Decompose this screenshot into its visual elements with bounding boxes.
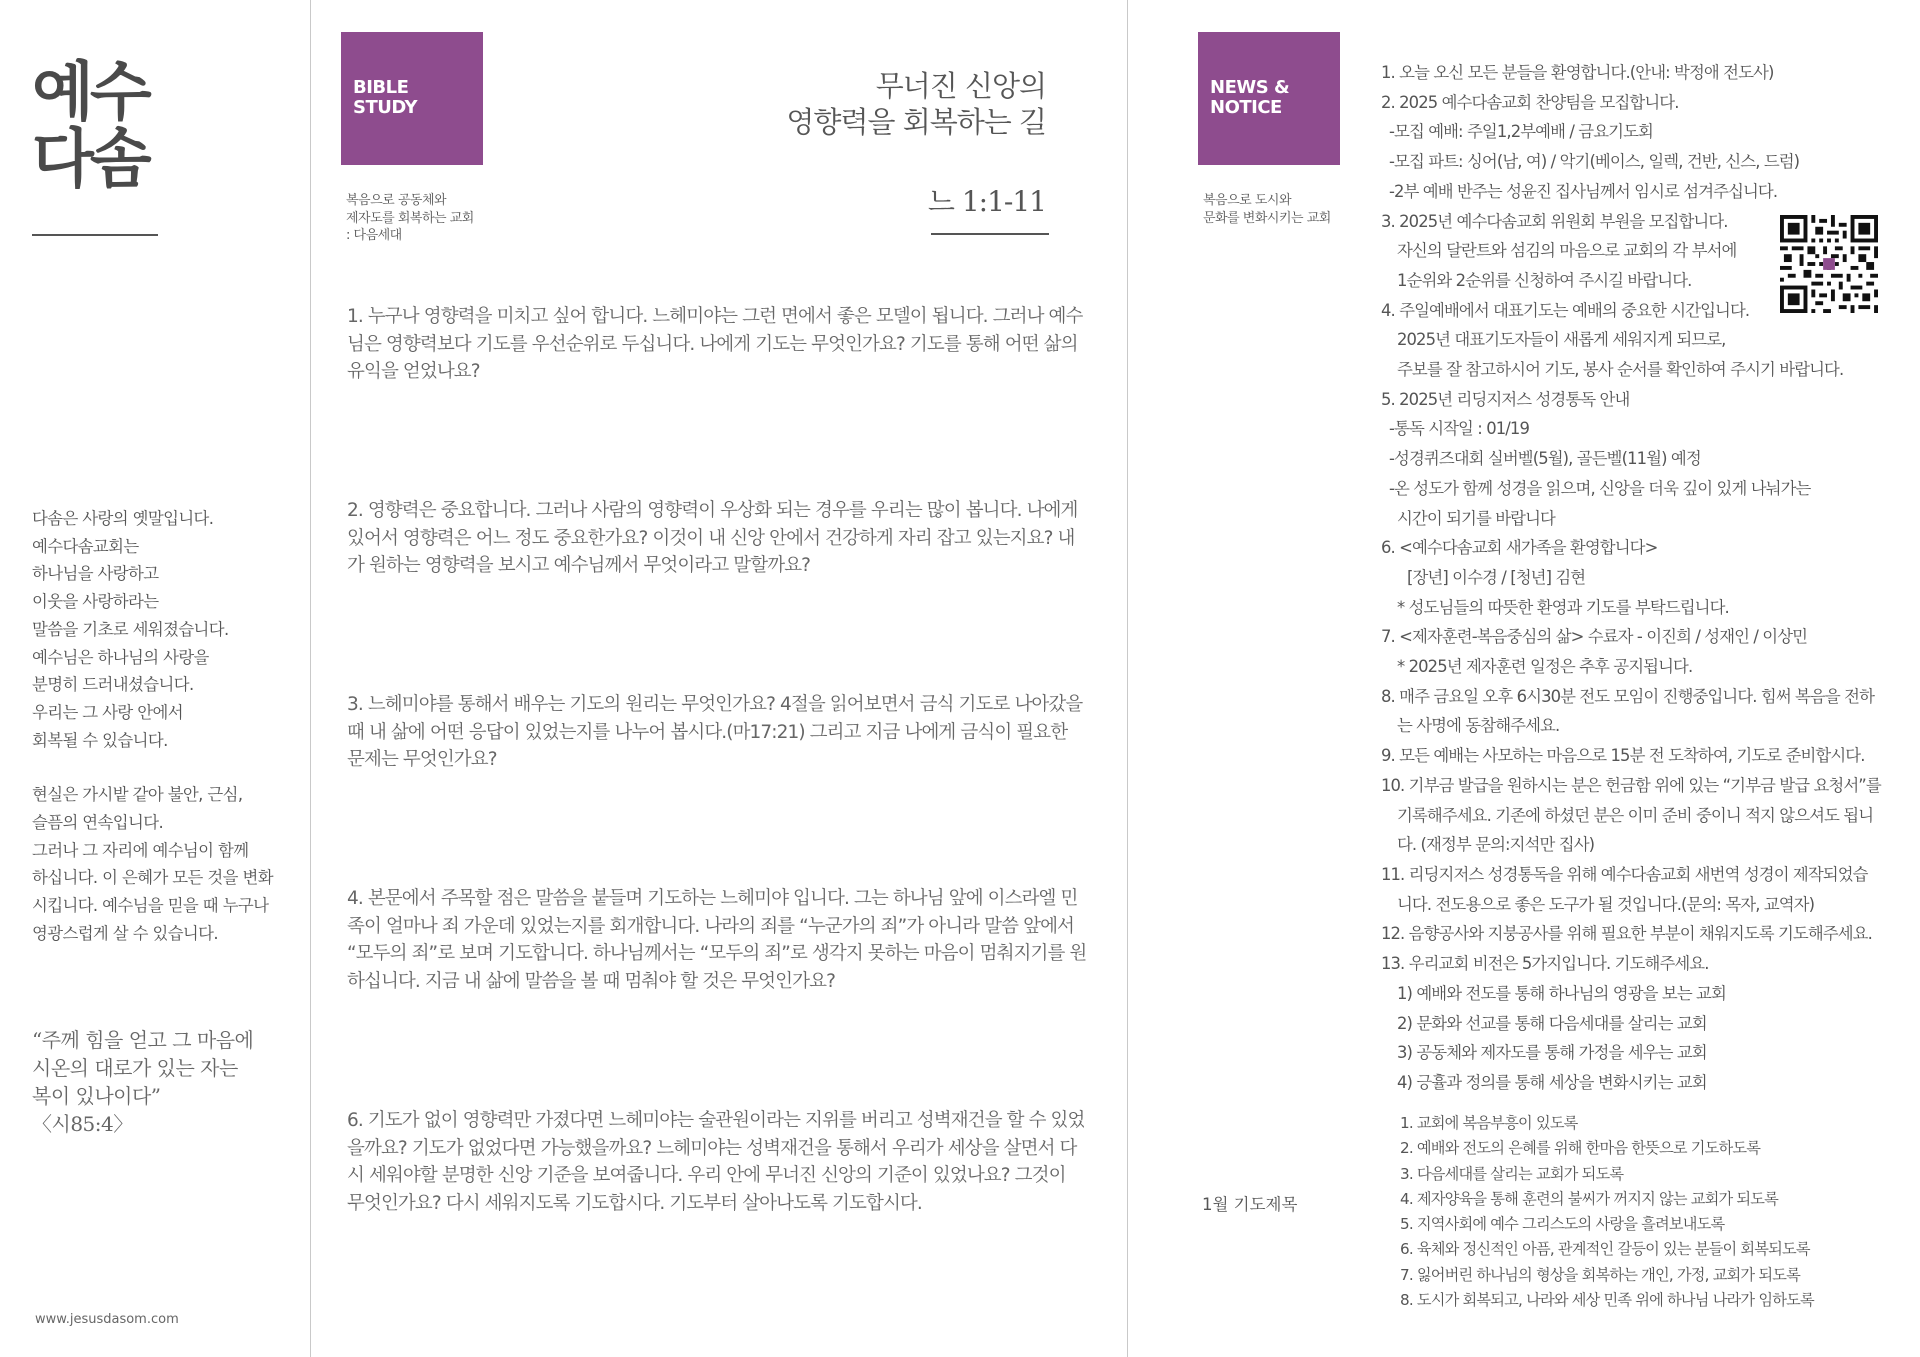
- notice-item: 7. <제자훈련-복음중심의 삶> 수료자 - 이진희 / 성재인 / 이상민: [1381, 627, 1808, 647]
- brand-line-1: 예수: [32, 56, 148, 130]
- notice-item: 다. (재정부 문의:지석만 집사): [1397, 835, 1595, 855]
- notice-item: * 성도님들의 따뜻한 환영과 기도를 부탁드립니다.: [1397, 597, 1729, 617]
- notice-item: 11. 리딩지저스 성경통독을 위해 예수다솜교회 새번역 성경이 제작되었습: [1381, 864, 1868, 884]
- notice-item: -2부 예배 반주는 성윤진 집사님께서 임시로 섬겨주십니다.: [1389, 181, 1778, 201]
- subtitle-line: 문화를 변화시키는 교회: [1203, 210, 1331, 226]
- notice-item: 3) 공동체와 제자도를 통해 가정을 세우는 교회: [1397, 1043, 1707, 1063]
- tag-line: NEWS &: [1210, 77, 1290, 98]
- prayer-item: 1. 교회에 복음부흥이 있도록: [1400, 1114, 1578, 1132]
- church-introduction: [32, 505, 297, 948]
- notice-item: 6. <예수다솜교회 새가족을 환영합니다>: [1381, 538, 1658, 558]
- sermon-title-line: 영향력을 회복하는 길: [786, 105, 1046, 139]
- subtitle-line: 제자도를 회복하는 교회: [346, 210, 474, 226]
- tag-line: NOTICE: [1210, 97, 1282, 118]
- tag-line: STUDY: [353, 97, 418, 118]
- intro-line: 그러나 그 자리에 예수님이 함께: [32, 840, 249, 860]
- notice-item: -온 성도가 함께 성경을 읽으며, 신앙을 더욱 깊이 있게 나눠가는: [1389, 478, 1811, 498]
- notice-item: 5. 2025년 리딩지저스 성경통독 안내: [1381, 389, 1630, 409]
- prayer-item: 2. 예배와 전도의 은혜를 위해 한마음 한뜻으로 기도하도록: [1400, 1139, 1761, 1158]
- verse-line: “주께 힘을 얻고 그 마음에: [32, 1028, 254, 1052]
- news-subtitle: [1203, 192, 1353, 227]
- intro-line: 이웃을 사랑하라는: [32, 592, 159, 612]
- subtitle-line: 복음으로 도시와: [1203, 193, 1292, 208]
- prayer-item: 6. 육체와 정신적인 아픔, 관계적인 갈등이 있는 분들이 회복되도록: [1400, 1240, 1810, 1259]
- intro-column: [0, 0, 310, 1357]
- notice-item: -통독 시작일 : 01/19: [1389, 419, 1529, 439]
- notice-item: 주보를 잘 참고하시어 기도, 봉사 순서를 확인하여 주시기 바랍니다.: [1397, 360, 1844, 380]
- notice-item: -모집 예배: 주일1,2부예배 / 금요기도회: [1389, 122, 1653, 142]
- study-question-3: 3. 느헤미야를 통해서 배우는 기도의 원리는 무엇인가요? 4절을 읽어보면서 금식 기도로 나아갔을 때 내 삶에 어떤 응답이 있었는지를 나누어 봅시다.(마17:21) 그리고 지금 나에게 금식이 필요한 문제는 무엇인가요?: [347, 694, 1083, 770]
- notice-item: 8. 매주 금요일 오후 6시30분 전도 모임이 진행중입니다. 힘써 복음을 전하: [1381, 686, 1875, 706]
- notice-item: * 2025년 제자훈련 일정은 추후 공지됩니다.: [1397, 657, 1693, 677]
- notice-item: [장년] 이수경 / [청년] 김현: [1407, 567, 1586, 587]
- notice-item: 4) 긍휼과 정의를 통해 세상을 변화시키는 교회: [1397, 1072, 1707, 1092]
- prayer-topics-list: [1400, 1111, 1814, 1313]
- notice-item: 4. 주일예배에서 대표기도는 예배의 중요한 시간입니다.: [1381, 300, 1750, 320]
- verse-line: 시온의 대로가 있는 자는: [32, 1056, 238, 1080]
- notice-item: 는 사명에 동참해주세요.: [1397, 716, 1560, 736]
- notice-item: 2) 문화와 선교를 통해 다음세대를 살리는 교회: [1397, 1013, 1707, 1033]
- notice-item: -모집 파트: 싱어(남, 여) / 악기(베이스, 일렉, 건반, 신스, 드럼): [1389, 152, 1800, 172]
- scripture-reference: 느 1:1-11: [927, 185, 1046, 218]
- notice-item: 2025년 대표기도자들이 새롭게 세워지게 되므로,: [1397, 330, 1726, 350]
- subtitle-line: : 다음세대: [346, 228, 402, 243]
- intro-line: 예수님은 하나님의 사랑을: [32, 647, 209, 667]
- bible-study-subtitle: [346, 192, 496, 245]
- notice-item: 1) 예배와 전도를 통해 하나님의 영광을 보는 교회: [1397, 983, 1726, 1003]
- prayer-item: 3. 다음세대를 살리는 교회가 되도록: [1400, 1164, 1624, 1183]
- notice-item: 자신의 달란트와 섬김의 마음으로 교회의 각 부서에: [1397, 241, 1737, 261]
- prayer-item: 4. 제자양육을 통해 훈련의 불씨가 꺼지지 않는 교회가 되도록: [1400, 1189, 1779, 1208]
- bible-study-column: [310, 0, 1128, 1357]
- notice-item: 기록해주세요. 기존에 하셨던 분은 이미 준비 중이니 적지 않으셔도 됩니: [1397, 805, 1874, 825]
- subtitle-line: 복음으로 공동체와: [346, 193, 447, 208]
- intro-line: 우리는 그 사랑 안에서: [32, 702, 183, 722]
- notice-item: 시간이 되기를 바랍니다: [1397, 508, 1555, 528]
- intro-line: 하나님을 사랑하고: [32, 564, 159, 584]
- study-question-4: 4. 본문에서 주목할 점은 말씀을 붙들며 기도하는 느헤미야 입니다. 그는 하나님 앞에 이스라엘 민족이 얼마나 죄 가운데 있었는지를 회개합니다. 나라의 죄를 “누군가의 죄”가 아니라 말씀 앞에서 “모두의 죄”로 보며 기도합니다. 하나님께서는 “모두의 죄”로 생각지 못하는 마음이 멈춰지기를 원하십니다. 지금 내 삶에 말씀을 볼 때 멈춰야 할 것은 무엇인가요?: [347, 888, 1087, 992]
- notice-item: 13. 우리교회 비전은 5가지입니다. 기도해주세요.: [1381, 954, 1709, 974]
- verse-reference: 〈시85:4〉: [32, 1112, 133, 1136]
- qr-code-icon[interactable]: [1780, 215, 1878, 313]
- prayer-item: 5. 지역사회에 예수 그리스도의 사랑을 흘려보내도록: [1400, 1215, 1725, 1234]
- study-question-1: 1. 누구나 영향력을 미치고 싶어 합니다. 느헤미야는 그런 면에서 좋은 모델이 됩니다. 그러나 예수님은 영향력보다 기도를 우선순위로 두십니다. 나에게 기도는 무엇인가요? 기도를 통해 어떤 삶의 유익을 얻었나요?: [347, 306, 1083, 382]
- intro-line: 슬픔의 연속입니다.: [32, 813, 164, 833]
- news-column: [1127, 0, 1920, 1357]
- prayer-item: 8. 도시가 회복되고, 나라와 세상 민족 위에 하나님 나라가 임하도록: [1400, 1291, 1814, 1310]
- prayer-topics-label: 1월 기도제목: [1202, 1195, 1298, 1214]
- bible-study-tag: [341, 32, 483, 165]
- notice-item: 9. 모든 예배는 사모하는 마음으로 15분 전 도착하여, 기도로 준비합시다.: [1381, 746, 1865, 766]
- tag-line: BIBLE: [353, 77, 409, 98]
- news-notice-tag: [1198, 32, 1340, 165]
- notice-item: 1. 오늘 오신 모든 분들을 환영합니다.(안내: 박정애 전도사): [1381, 63, 1774, 82]
- intro-line: 분명히 드러내셨습니다.: [32, 675, 194, 695]
- intro-line: 다솜은 사랑의 옛말입니다.: [32, 509, 214, 528]
- notice-item: 2. 2025 예수다솜교회 찬양팀을 모집합니다.: [1381, 92, 1679, 112]
- notice-list: [1381, 58, 1920, 1098]
- study-question-2: 2. 영향력은 중요합니다. 그러나 사람의 영향력이 우상화 되는 경우를 우리는 많이 봅니다. 나에게 있어서 영향력은 어느 정도 중요한가요? 이것이 내 신앙 안에서 건강하게 자리 잡고 있는지요? 내가 원하는 영향력을 보시고 예수님께서 무엇이라고 말할까요?: [347, 500, 1078, 576]
- notice-item: 1순위와 2순위를 신청하여 주시길 바랍니다.: [1397, 270, 1692, 290]
- intro-line: 말씀을 기초로 세워졌습니다.: [32, 619, 229, 639]
- scripture-divider: [931, 233, 1049, 235]
- sermon-title: [786, 68, 1046, 140]
- intro-line: 영광스럽게 살 수 있습니다.: [32, 923, 219, 943]
- church-logo-text: [32, 56, 148, 198]
- sermon-title-line: 무너진 신앙의: [875, 69, 1046, 103]
- intro-line: 회복될 수 있습니다.: [32, 730, 168, 750]
- notice-item: 니다. 전도용으로 좋은 도구가 될 것입니다.(문의: 목자, 교역자): [1397, 894, 1815, 914]
- verse-line: 복이 있나이다”: [32, 1084, 161, 1108]
- notice-item: 12. 음향공사와 지붕공사를 위해 필요한 부분이 채워지도록 기도해주세요.: [1381, 924, 1872, 944]
- notice-item: 10. 기부금 발급을 원하시는 분은 헌금함 위에 있는 “기부금 발급 요청서”를: [1381, 775, 1881, 795]
- brand-line-2: 다솜: [32, 123, 148, 198]
- website-url[interactable]: www.jesusdasom.com: [35, 1312, 179, 1327]
- study-question-6: 6. 기도가 없이 영향력만 가졌다면 느헤미야는 술관원이라는 지위를 버리고 성벽재건을 할 수 있었을까요? 기도가 없었다면 가능했을까요? 느헤미야는 성벽재건을 통해서 우리가 세상을 살면서 다시 세워야할 분명한 신앙 기준을 보여줍니다. 우리 안에 무너진 신앙의 기준이 있었나요? 그것이 무엇인가요? 다시 세워지도록 기도합시다. 기도부터 살아나도록 기도합시다.: [347, 1110, 1085, 1214]
- prayer-item: 7. 잃어버린 하나님의 형상을 회복하는 개인, 가정, 교회가 되도록: [1400, 1265, 1800, 1284]
- notice-item: 3. 2025년 예수다솜교회 위원회 부원을 모집합니다.: [1381, 211, 1728, 231]
- brand-divider: [32, 234, 158, 236]
- notice-item: -성경퀴즈대회 실버벨(5월), 골든벨(11월) 예정: [1389, 449, 1701, 469]
- intro-line: 하십니다. 이 은혜가 모든 것을 변화: [32, 868, 273, 888]
- intro-line: 시킵니다. 예수님을 믿을 때 누구나: [32, 896, 269, 916]
- bible-verse-quote: [32, 1026, 292, 1138]
- intro-line: 현실은 가시밭 같아 불안, 근심,: [32, 785, 243, 805]
- intro-line: 예수다솜교회는: [32, 536, 139, 556]
